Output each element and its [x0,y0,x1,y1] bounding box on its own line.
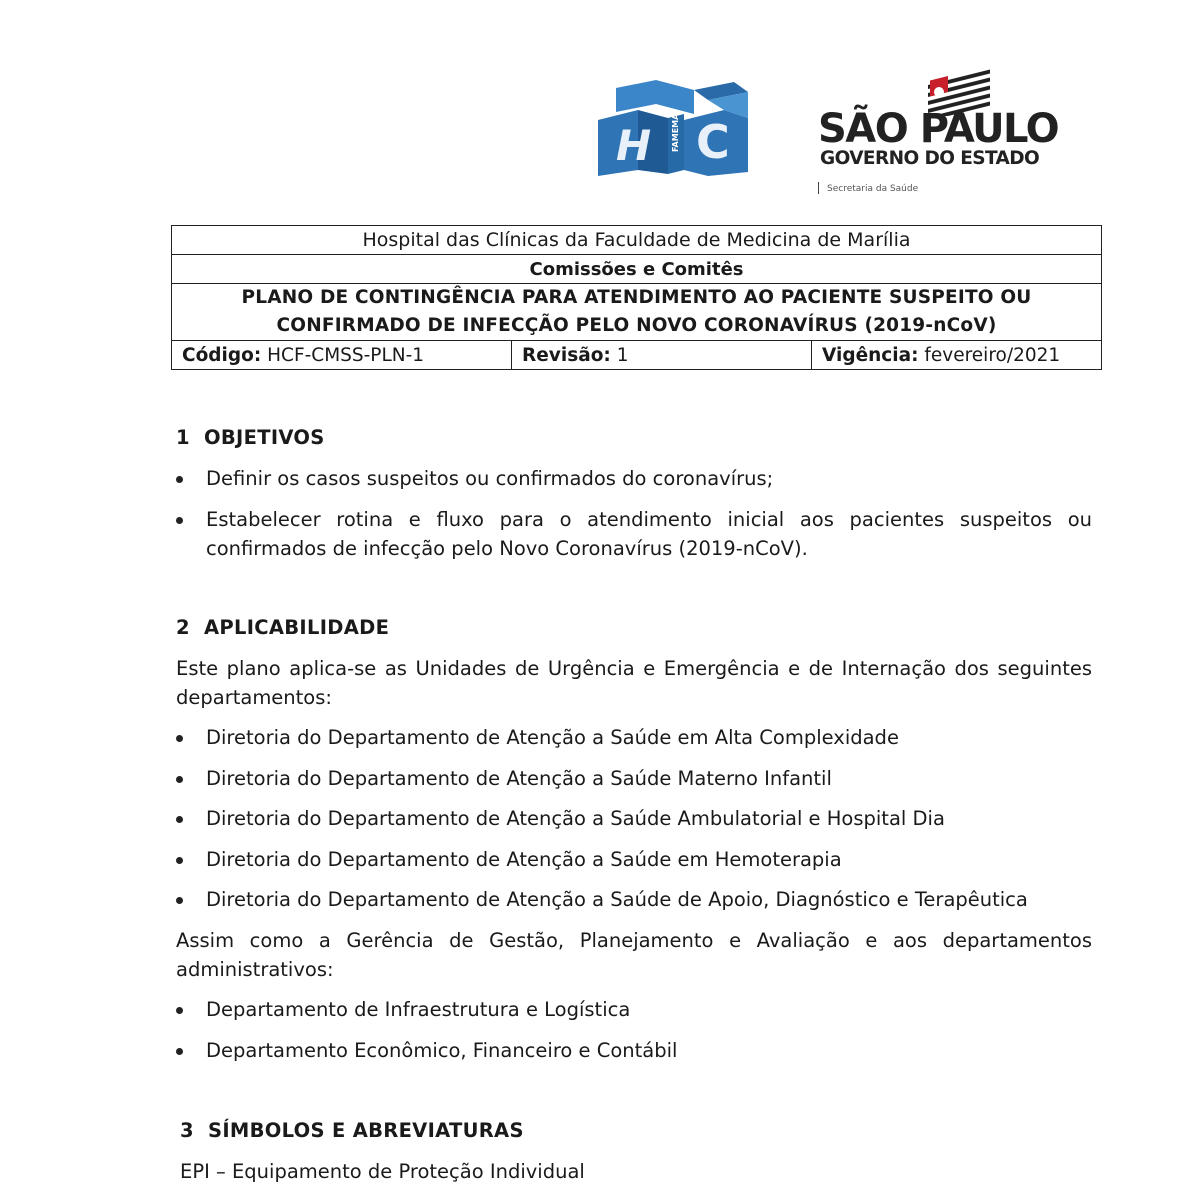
list-item: Estabelecer rotina e fluxo para o atendimento inicial aos pacientes suspeitos ou confirmados de infecção pelo Novo Coronavírus (2019-nCoV). [176,505,1092,563]
hospital-name: Hospital das Clínicas da Faculdade de Medicina de Marília [172,226,1102,255]
document-header-table [171,225,1102,370]
bullet-icon [176,517,183,524]
hc-letter-c: C [696,115,730,169]
section-number: 2 [176,616,190,639]
section-number: 3 [180,1119,194,1142]
hc-logo-graphic [598,80,750,176]
section-objetivos-heading [176,426,325,449]
plan-title-line-2: CONFIRMADO DE INFECÇÃO PELO NOVO CORONAVÍRUS (2019-nCoV) [276,315,997,336]
section-simbolos-heading [180,1119,524,1142]
revision-value: 1 [616,344,629,366]
list-item: Diretoria do Departamento de Atenção a Saúde em Alta Complexidade [176,723,1092,752]
sao-paulo-title: SÃO PAULO [818,106,1059,152]
list-item: Diretoria do Departamento de Atenção a Saúde de Apoio, Diagnóstico e Terapêutica [176,885,1092,914]
list-item: Departamento de Infraestrutura e Logística [176,995,1092,1024]
aplicabilidade-intro: Este plano aplica-se as Unidades de Urgência e Emergência e de Internação dos seguintes departamentos: [176,657,1092,709]
governo-estado-subtitle: GOVERNO DO ESTADO [820,148,1040,169]
plan-title-line-1: PLANO DE CONTINGÊNCIA PARA ATENDIMENTO AO PACIENTE SUSPEITO OU [241,287,1032,308]
section-number: 1 [176,426,190,449]
abbreviation-item: EPI – Equipamento de Proteção Individual [180,1160,585,1183]
list-item: Definir os casos suspeitos ou confirmados do coronavírus; [176,464,1092,493]
secretaria-saude-label: Secretaria da Saúde [818,182,918,194]
list-item: Diretoria do Departamento de Atenção a Saúde em Hemoterapia [176,845,1092,874]
section-title: APLICABILIDADE [204,616,390,639]
bullet-icon [176,1048,183,1055]
hc-letter-h: H [616,121,652,170]
validity-cell [812,341,1102,370]
bullet-icon [176,735,183,742]
bullet-icon [176,857,183,864]
code-label: Código: [182,344,262,366]
bullet-icon [176,1007,183,1014]
code-value: HCF-CMSS-PLN-1 [267,344,425,366]
list-item: Departamento Econômico, Financeiro e Contábil [176,1036,1092,1065]
validity-value: fevereiro/2021 [924,344,1061,366]
plan-title [172,284,1102,341]
bullet-icon [176,897,183,904]
bullet-icon [176,476,183,483]
bullet-icon [176,816,183,823]
section-title: OBJETIVOS [204,426,325,449]
sao-paulo-government-logo [818,68,1088,198]
aplicabilidade-middle: Assim como a Gerência de Gestão, Planejamento e Avaliação e aos departamentos administrativos: [176,929,1092,981]
hc-famema-text: FAMEMA [671,113,680,152]
code-cell [172,341,512,370]
list-item: Diretoria do Departamento de Atenção a Saúde Materno Infantil [176,764,1092,793]
list-item: Diretoria do Departamento de Atenção a Saúde Ambulatorial e Hospital Dia [176,804,1092,833]
hc-famema-logo [598,80,750,176]
bullet-icon [176,776,183,783]
validity-label: Vigência: [822,344,919,366]
revision-label: Revisão: [522,344,611,366]
committee-name: Comissões e Comitês [172,255,1102,284]
revision-cell [512,341,812,370]
section-aplicabilidade-heading [176,616,389,639]
section-title: SÍMBOLOS E ABREVIATURAS [208,1119,524,1142]
